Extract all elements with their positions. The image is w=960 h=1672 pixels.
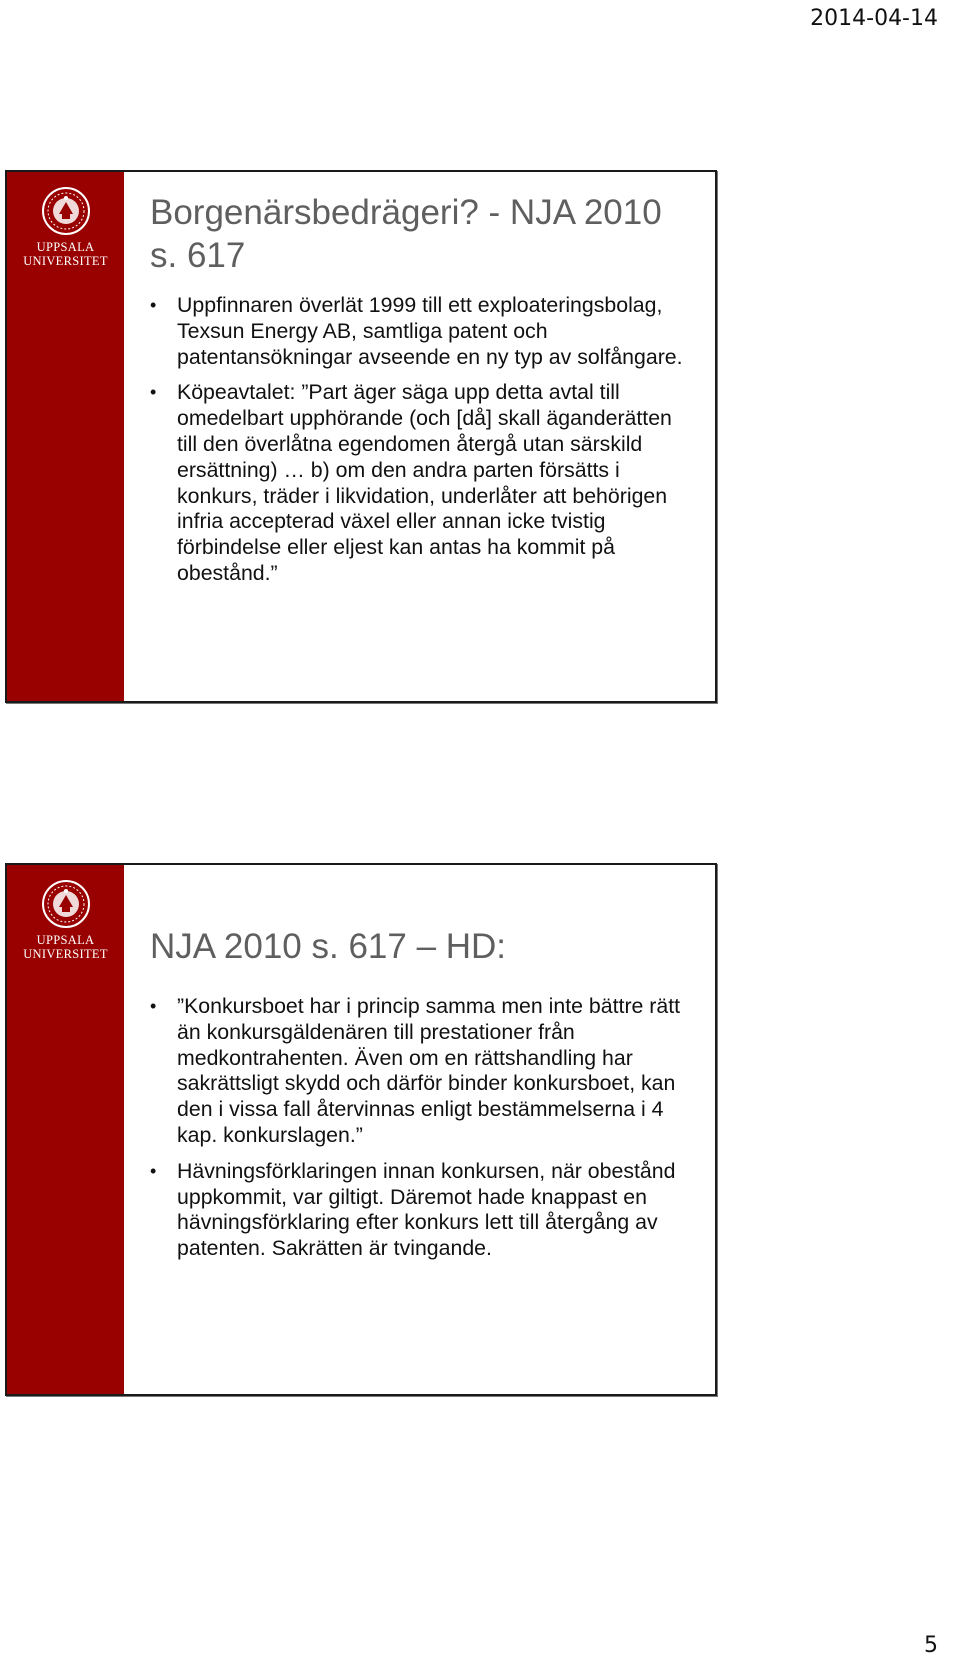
slide-title-line2: s. 617 [150, 236, 246, 275]
slide-title-line1: Borgenärsbedrägeri? - NJA 2010 [150, 193, 662, 232]
slide-title [150, 925, 697, 968]
page-date: 2014-04-14 [810, 6, 938, 31]
bullet-item [150, 994, 697, 1149]
bullet-text: ”Konkursboet har i princip samma men inte bättre rätt än konkursgäldenären till prestationer från medkontrahenten. Även om en rättshandling har sakrättsligt skydd och därför binder konkursboet, kan den i vissa fall återvinnas enligt bestämmelserna i 4 kap. konkurslagen.” [177, 994, 681, 1147]
slide-content [150, 172, 697, 701]
slide-2 [5, 863, 717, 1396]
bullet-dot-icon: • [150, 1160, 157, 1181]
logo-line1: UPPSALA [36, 240, 95, 254]
bullet-item [150, 1159, 697, 1262]
logo-line2: UNIVERSITET [23, 254, 108, 268]
university-seal-icon [41, 879, 91, 929]
university-logo [7, 186, 124, 268]
slide-title [150, 191, 697, 277]
page-number: 5 [924, 1633, 938, 1658]
bullet-text: Uppfinnaren överlät 1999 till ett exploateringsbolag, Texsun Energy AB, samtliga patent och patentansökningar avseende en ny typ av solfångare. [177, 293, 683, 369]
university-seal-icon [41, 186, 91, 236]
slide-sidebar [7, 172, 124, 701]
logo-line2: UNIVERSITET [23, 947, 108, 961]
bullet-text: Köpeavtalet: ”Part äger säga upp detta avtal till omedelbart upphörande (och [då] skall äganderätten till den överlåtna egendomen återgå utan särskild ersättning) … b) om den andra parten försätts i konkurs, träder i likvidation, underlåter att behörigen infria accepterad växel eller annan icke tvistig förbindelse eller eljest kan antas ha kommit på obestånd.” [177, 380, 672, 585]
slide-title-line1: NJA 2010 s. 617 – HD: [150, 927, 507, 966]
bullet-list [150, 293, 697, 587]
bullet-dot-icon: • [150, 382, 157, 403]
bullet-dot-icon: • [150, 996, 157, 1016]
logo-line1: UPPSALA [36, 933, 95, 947]
bullet-dot-icon: • [150, 295, 157, 315]
bullet-item [150, 380, 697, 586]
bullet-list [150, 994, 697, 1262]
slide-sidebar [7, 865, 124, 1394]
university-logo [7, 879, 124, 961]
bullet-item [150, 293, 697, 370]
slide-1 [5, 170, 717, 703]
slide-content [150, 865, 697, 1394]
bullet-text: Hävningsförklaringen innan konkursen, när obestånd uppkommit, var giltigt. Däremot hade knappast en hävningsförklaring efter konkurs lett till återgång av patenten. Sakrätten är tvingande. [177, 1158, 676, 1261]
